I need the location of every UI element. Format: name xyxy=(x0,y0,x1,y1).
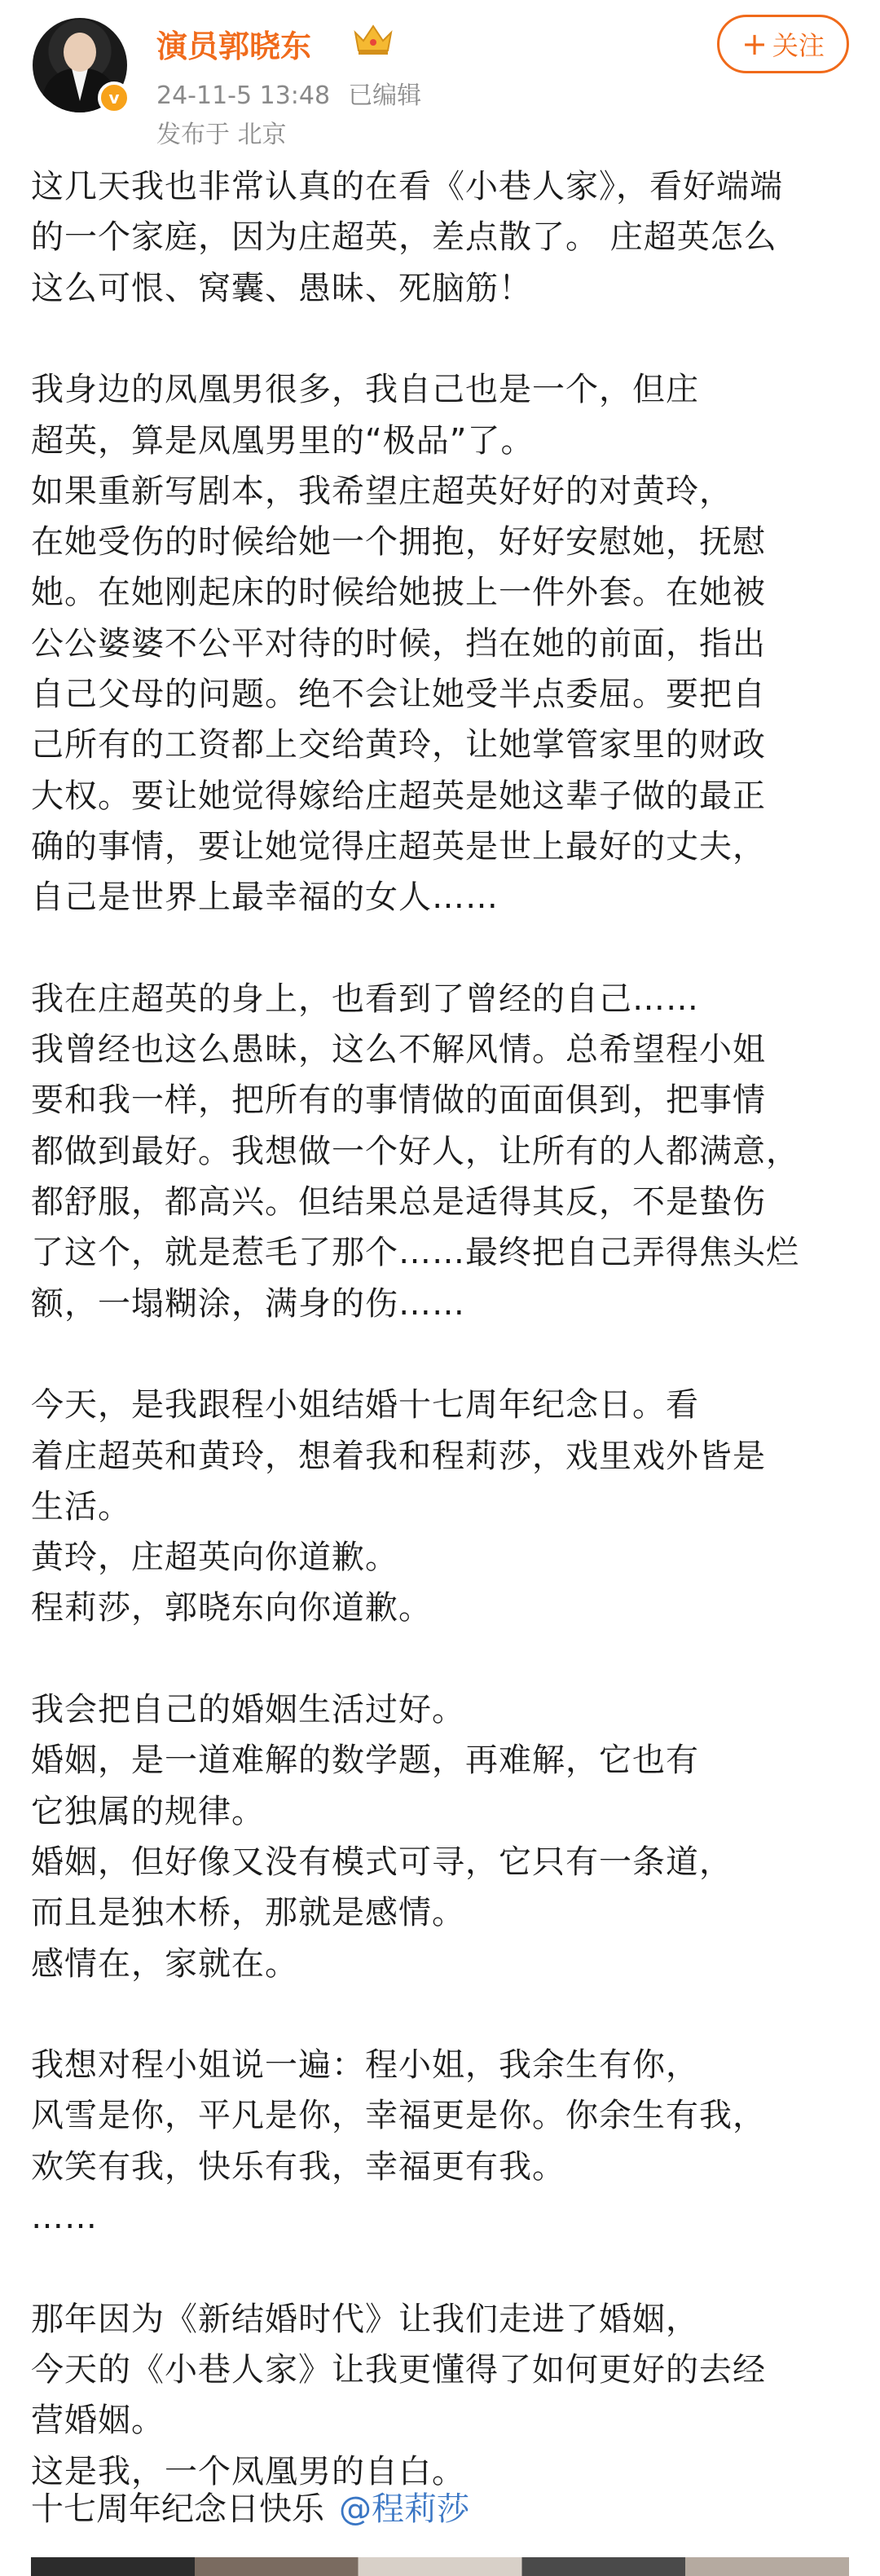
post-text-line: 今天，是我跟程小姐结婚十七周年纪念日。看 xyxy=(31,1386,699,1425)
post-text-line: 的一个家庭，因为庄超英，差点散了。 庄超英怎么 xyxy=(31,218,777,257)
post-text-line: 自己父母的问题。绝不会让她受半点委屈。要把自 xyxy=(31,676,766,713)
crown-icon xyxy=(352,21,394,57)
closing-text: 十七周年纪念日快乐 xyxy=(31,2490,324,2528)
post-text-line: 她。在她刚起床的时候给她披上一件外套。在她被 xyxy=(31,574,766,612)
post-text-line: 今天的《小巷人家》让我更懂得了如何更好的去经 xyxy=(31,2350,766,2389)
post-text-line: 了这个，就是惹毛了那个……最终把自己弄得焦头烂 xyxy=(31,1234,799,1272)
post-text-line: 确的事情，要让她觉得庄超英是世上最好的丈夫， xyxy=(31,827,766,865)
post-text-line: 我身边的凤凰男很多，我自己也是一个，但庄 xyxy=(31,371,699,409)
post-text-line: …… xyxy=(31,2199,98,2236)
post-text-line: 它独属的规律。 xyxy=(31,1792,265,1830)
post-text-line: 额，一塌糊涂，满身的伤…… xyxy=(31,1284,465,1323)
post-text-line: 自己是世界上最幸福的女人…… xyxy=(31,878,499,917)
post-text-line: 而且是独木桥，那就是感情。 xyxy=(31,1894,465,1932)
post-text-line: 都舒服，都高兴。但结果总是适得其反，不是蛰伤 xyxy=(31,1183,766,1221)
post-image-preview[interactable] xyxy=(31,2557,849,2576)
post-meta xyxy=(156,75,439,111)
edited-label: 已编辑 xyxy=(348,81,422,110)
post-text-line: 如果重新写剧本，我希望庄超英好好的对黄玲， xyxy=(31,472,733,510)
plus-icon: + xyxy=(741,26,768,62)
post-text-line: 感情在，家就在。 xyxy=(31,1944,298,1983)
follow-label: 关注 xyxy=(772,30,825,61)
post-text-line: 婚姻，是一道难解的数学题，再难解，它也有 xyxy=(31,1742,699,1780)
post-text-line: 超英，算是凤凰男里的“极品”了。 xyxy=(31,421,535,460)
post-text-line: 婚姻，但好像又没有模式可寻，它只有一条道， xyxy=(31,1843,733,1881)
post-closing xyxy=(31,2490,469,2529)
post-text-line: 公公婆婆不公平对待的时候，挡在她的前面，指出 xyxy=(31,624,766,663)
post-text-line: 黄玲，庄超英向你道歉。 xyxy=(31,1539,398,1577)
post-text-line: 着庄超英和黄玲，想着我和程莉莎，戏里戏外皆是 xyxy=(31,1437,766,1475)
verified-badge-icon: v xyxy=(98,81,130,114)
post-location: 发布于 北京 xyxy=(156,121,287,149)
post-text-line: 我曾经也这么愚昧，这么不解风情。总希望程小姐 xyxy=(31,1031,766,1069)
post-text-line: 这几天我也非常认真的在看《小巷人家》，看好端端 xyxy=(31,168,783,205)
post-text-line: 这是我，一个凤凰男的自白。 xyxy=(31,2452,465,2490)
author-name[interactable]: 演员郭晓东 xyxy=(156,29,312,64)
avatar-face xyxy=(64,33,96,72)
post-text-line: 要和我一样，把所有的事情做的面面俱到，把事情 xyxy=(31,1081,766,1120)
post-text-line: 营婚姻。 xyxy=(31,2402,165,2440)
post-text-line: 在她受伤的时候给她一个拥抱，好好安慰她，抚慰 xyxy=(31,523,766,561)
post-text-line: 程莉莎，郭晓东向你道歉。 xyxy=(31,1589,432,1627)
post-text-line: 己所有的工资都上交给黄玲，让她掌管家里的财政 xyxy=(31,726,766,764)
post-text-line: 我想对程小姐说一遍：程小姐，我余生有你， xyxy=(31,2046,699,2085)
post-text-line: 都做到最好。我想做一个好人，让所有的人都满意， xyxy=(31,1132,799,1170)
post-text-line: 大权。要让她觉得嫁给庄超英是她这辈子做的最正 xyxy=(31,777,766,815)
post-text-line: 我会把自己的婚姻生活过好。 xyxy=(31,1691,465,1728)
post-text-line: 那年因为《新结婚时代》让我们走进了婚姻， xyxy=(31,2300,699,2338)
post-text-line: 这么可恨、窝囊、愚昧、死脑筋！ xyxy=(31,269,532,307)
post-text-line: 风雪是你，平凡是你，幸福更是你。你余生有我， xyxy=(31,2097,766,2135)
post-text-line: 生活。 xyxy=(31,1487,131,1526)
follow-button[interactable] xyxy=(717,15,849,73)
post-datetime: 24-11-5 13:48 xyxy=(156,81,331,110)
post-text-line: 欢笑有我，快乐有我，幸福更有我。 xyxy=(31,2147,565,2186)
mention-link[interactable]: @程莉莎 xyxy=(339,2490,469,2528)
post-text-line: 我在庄超英的身上，也看到了曾经的自己…… xyxy=(31,980,699,1018)
post-header xyxy=(0,0,880,155)
